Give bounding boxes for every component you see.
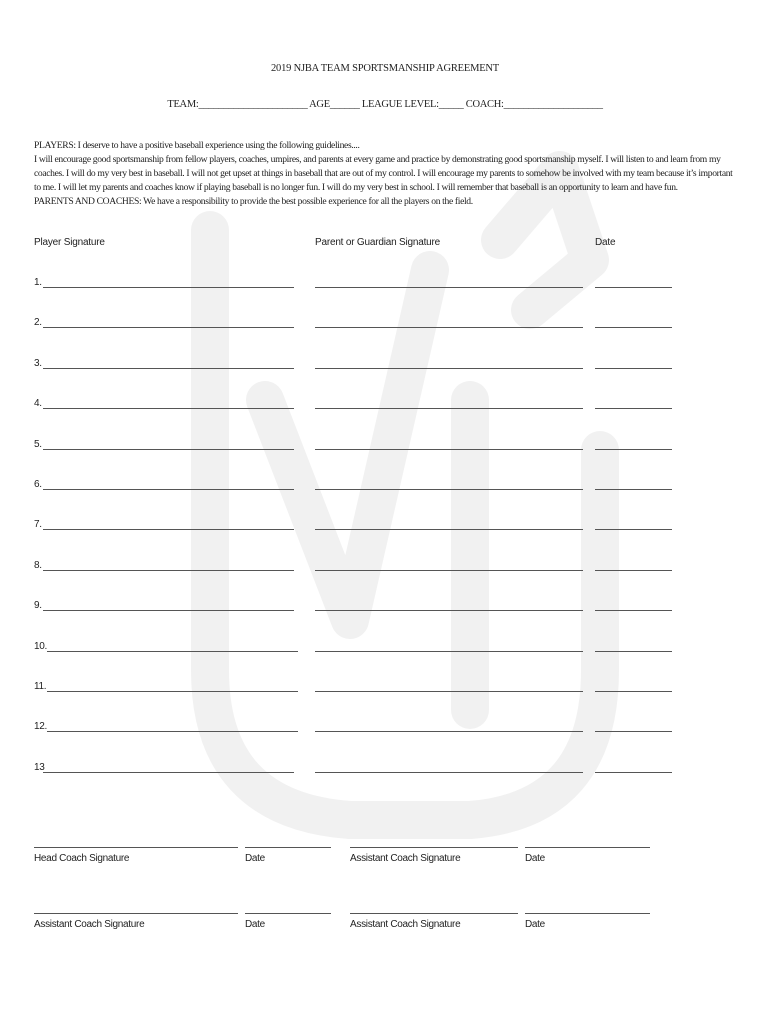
date-line[interactable] [595,731,672,732]
player-signature-line[interactable] [43,489,294,490]
player-signature-header: Player Signature [34,237,105,248]
row-number: 10. [34,641,48,652]
player-signature-line[interactable] [47,731,298,732]
row-number: 6. [34,479,42,490]
player-signature-line[interactable] [43,327,294,328]
assistant-coach-1-date-label: Date [525,853,545,864]
assistant-coach-3-signature-line[interactable] [350,913,518,914]
parent-signature-line[interactable] [315,489,583,490]
date-header: Date [595,237,616,248]
head-coach-signature-line[interactable] [34,847,238,848]
date-line[interactable] [595,570,672,571]
date-line[interactable] [595,529,672,530]
assistant-coach-3-date-label: Date [525,919,545,930]
date-line[interactable] [595,772,672,773]
players-pledge: I will encourage good sportsmanship from fellow players, coaches, umpires, and parents at every game and practice by demonstrating good sportsmanship myself. I will listen to and learn from my coaches. I will do my very best in baseball. I will not get upset at things in baseball that are out of my control. I will encourage my parents to somehow be involved with my team because it’s important to me. I will let my parents and coaches know if playing baseball is no longer fun. I will do my very best in school. I will remember that baseball is an opportunity to learn and have fun. [34,154,733,193]
player-signature-line[interactable] [43,287,294,288]
parent-signature-line[interactable] [315,772,583,773]
head-coach-date-line[interactable] [245,847,331,848]
njba-logo-watermark [170,150,630,850]
player-signature-line[interactable] [47,651,298,652]
row-number: 1. [34,277,42,288]
player-signature-line[interactable] [47,691,298,692]
parent-signature-line[interactable] [315,651,583,652]
player-signature-line[interactable] [43,529,294,530]
player-signature-line[interactable] [43,570,294,571]
date-line[interactable] [595,449,672,450]
head-coach-date-label: Date [245,853,265,864]
parent-signature-line[interactable] [315,408,583,409]
row-number: 11. [34,681,47,692]
row-number: 2. [34,317,42,328]
assistant-coach-3-date-line[interactable] [525,913,650,914]
row-number: 7. [34,519,42,530]
players-intro: PLAYERS: I deserve to have a positive baseball experience using the following guidelines.... [34,140,360,151]
date-line[interactable] [595,327,672,328]
parent-signature-header: Parent or Guardian Signature [315,237,441,248]
parent-signature-line[interactable] [315,691,583,692]
parent-signature-line[interactable] [315,529,583,530]
assistant-coach-1-signature-label: Assistant Coach Signature [350,853,461,864]
head-coach-signature-label: Head Coach Signature [34,853,130,864]
guidelines-text [34,139,740,209]
date-line[interactable] [595,691,672,692]
assistant-coach-2-signature-line[interactable] [34,913,238,914]
assistant-coach-2-signature-label: Assistant Coach Signature [34,919,145,930]
form-title: 2019 NJBA TEAM SPORTSMANSHIP AGREEMENT [270,63,500,74]
date-line[interactable] [595,287,672,288]
row-number: 12. [34,721,48,732]
assistant-coach-2-date-line[interactable] [245,913,331,914]
assistant-coach-3-signature-label: Assistant Coach Signature [350,919,461,930]
row-number: 9. [34,600,42,611]
assistant-coach-2-date-label: Date [245,919,265,930]
parent-signature-line[interactable] [315,731,583,732]
parent-signature-line[interactable] [315,570,583,571]
parent-signature-line[interactable] [315,449,583,450]
player-signature-line[interactable] [43,368,294,369]
assistant-coach-1-date-line[interactable] [525,847,650,848]
parents-coaches-pledge: PARENTS AND COACHES: We have a responsibility to provide the best possible experience for all the players on the field. [34,196,473,207]
date-line[interactable] [595,489,672,490]
row-number: 8. [34,560,42,571]
assistant-coach-1-signature-line[interactable] [350,847,518,848]
parent-signature-line[interactable] [315,610,583,611]
team-info-line: TEAM:______________________ AGE______ LEAGUE LEVEL:_____ COACH:____________________ [167,99,603,110]
player-signature-line[interactable] [43,772,294,773]
date-line[interactable] [595,368,672,369]
player-signature-line[interactable] [43,449,294,450]
date-line[interactable] [595,610,672,611]
player-signature-line[interactable] [43,610,294,611]
player-signature-line[interactable] [43,408,294,409]
row-number: 3. [34,358,42,369]
parent-signature-line[interactable] [315,287,583,288]
date-line[interactable] [595,651,672,652]
row-number: 5. [34,439,42,450]
parent-signature-line[interactable] [315,327,583,328]
row-number: 13 [34,762,45,773]
parent-signature-line[interactable] [315,368,583,369]
date-line[interactable] [595,408,672,409]
row-number: 4. [34,398,42,409]
